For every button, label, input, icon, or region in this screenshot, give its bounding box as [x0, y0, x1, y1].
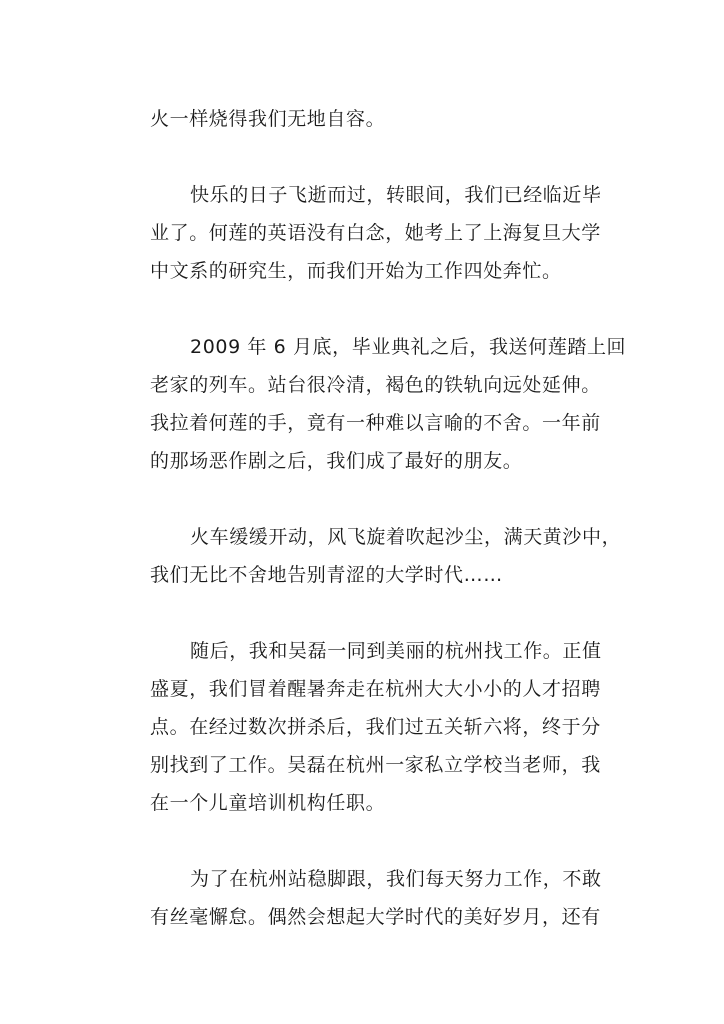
paragraph-continuation	[150, 100, 620, 138]
text-line: 业了。何莲的英语没有白念，她考上了上海复旦大学	[150, 222, 601, 244]
paragraph-graduation	[150, 176, 620, 290]
text-line: 随后，我和吴磊一同到美丽的杭州找工作。正值	[190, 640, 602, 662]
text-line: 点。在经过数次拼杀后，我们过五关斩六将，终于分	[150, 716, 601, 738]
text-line: 快乐的日子飞逝而过，转眼间，我们已经临近毕	[190, 184, 602, 206]
text-line: 火车缓缓开动，风飞旋着吹起沙尘，满天黄沙中，	[190, 526, 622, 548]
text-line: 别找到了工作。吴磊在杭州一家私立学校当老师，我	[150, 754, 601, 776]
text-line: 我拉着何莲的手，竟有一种难以言喻的不舍。一年前	[150, 412, 601, 434]
text-line: 盛夏，我们冒着醒暑奔走在杭州大大小小的人才招聘	[150, 678, 601, 700]
text-line: 我们无比不舍地告别青涩的大学时代……	[150, 564, 503, 586]
text-line: 中文系的研究生，而我们开始为工作四处奔忙。	[150, 260, 562, 282]
text-line: 在一个儿童培训机构任职。	[150, 792, 386, 814]
text-line: 为了在杭州站稳脚跟，我们每天努力工作，不敢	[190, 868, 602, 890]
paragraph-working-hard	[150, 860, 620, 936]
text-line: 2009 年 6 月底，毕业典礼之后，我送何莲踏上回	[190, 336, 627, 358]
paragraph-farewell	[150, 328, 627, 480]
text-line: 老家的列车。站台很冷清，褐色的铁轨向远处延伸。	[150, 374, 601, 396]
paragraph-job-hunting	[150, 632, 620, 822]
text-line: 的那场恶作剧之后，我们成了最好的朋友。	[150, 450, 523, 472]
text-line: 火一样烧得我们无地自容。	[150, 108, 386, 130]
text-line: 有丝毫懈怠。偶然会想起大学时代的美好岁月，还有	[150, 906, 601, 928]
paragraph-train-departure	[150, 518, 620, 594]
